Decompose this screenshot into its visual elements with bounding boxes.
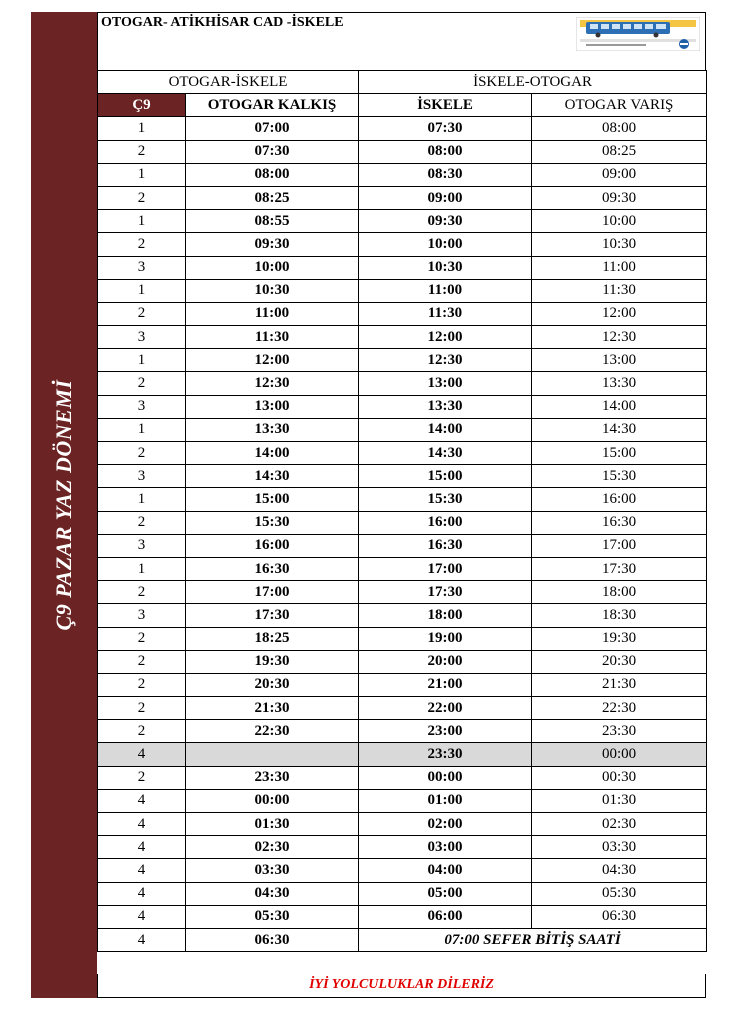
bus-number-cell: 2 <box>98 720 186 743</box>
departure-time-cell: 04:30 <box>186 882 359 905</box>
arrival-time-cell: 00:00 <box>532 743 707 766</box>
schedule-table <box>97 70 707 952</box>
group-iskele-otogar: İSKELE-OTOGAR <box>359 71 707 94</box>
bus-number-cell: 3 <box>98 465 186 488</box>
bus-number-cell: 2 <box>98 302 186 325</box>
arrival-time-cell: 23:30 <box>532 720 707 743</box>
bus-number-cell: 2 <box>98 627 186 650</box>
departure-time-cell: 02:30 <box>186 836 359 859</box>
pier-time-cell: 08:00 <box>359 140 532 163</box>
pier-time-cell: 17:30 <box>359 581 532 604</box>
departure-time-cell: 12:00 <box>186 349 359 372</box>
departure-header: OTOGAR KALKIŞ <box>186 94 359 117</box>
pier-time-cell: 01:00 <box>359 789 532 812</box>
departure-time-cell: 01:30 <box>186 813 359 836</box>
pier-time-cell: 07:30 <box>359 117 532 140</box>
departure-time-cell: 08:00 <box>186 163 359 186</box>
bus-number-cell: 4 <box>98 905 186 928</box>
departure-time-cell: 17:30 <box>186 604 359 627</box>
departure-time-cell: 22:30 <box>186 720 359 743</box>
pier-time-cell: 03:00 <box>359 836 532 859</box>
pier-time-cell: 20:00 <box>359 650 532 673</box>
pier-time-cell: 05:00 <box>359 882 532 905</box>
arrival-time-cell: 04:30 <box>532 859 707 882</box>
arrival-time-cell: 13:00 <box>532 349 707 372</box>
arrival-time-cell: 22:30 <box>532 697 707 720</box>
departure-time-cell: 16:30 <box>186 557 359 580</box>
pier-time-cell: 06:00 <box>359 905 532 928</box>
schedule-row <box>98 233 707 256</box>
pier-time-cell: 16:30 <box>359 534 532 557</box>
schedule-row <box>98 279 707 302</box>
pier-time-cell: 11:30 <box>359 302 532 325</box>
arrival-time-cell: 20:30 <box>532 650 707 673</box>
departure-time-cell: 11:30 <box>186 326 359 349</box>
bus-number-cell: 4 <box>98 928 186 951</box>
bus-number-cell: 2 <box>98 697 186 720</box>
line-header: Ç9 <box>98 94 186 117</box>
pier-time-cell: 02:00 <box>359 813 532 836</box>
pier-time-cell: 00:00 <box>359 766 532 789</box>
pier-time-cell: 09:30 <box>359 210 532 233</box>
schedule-row <box>98 766 707 789</box>
bus-number-cell: 2 <box>98 140 186 163</box>
arrival-time-cell: 19:30 <box>532 627 707 650</box>
bus-number-cell: 1 <box>98 117 186 140</box>
schedule-row <box>98 117 707 140</box>
bus-logo-icon <box>576 17 700 51</box>
pier-time-cell: 13:00 <box>359 372 532 395</box>
schedule-row <box>98 349 707 372</box>
arrival-time-cell: 10:30 <box>532 233 707 256</box>
schedule-row <box>98 140 707 163</box>
bus-number-cell: 1 <box>98 418 186 441</box>
arrival-time-cell: 08:00 <box>532 117 707 140</box>
schedule-row <box>98 813 707 836</box>
departure-time-cell: 10:30 <box>186 279 359 302</box>
departure-time-cell: 10:00 <box>186 256 359 279</box>
departure-time-cell: 07:30 <box>186 140 359 163</box>
schedule-row <box>98 905 707 928</box>
arrival-time-cell: 16:30 <box>532 511 707 534</box>
bus-number-cell: 3 <box>98 326 186 349</box>
schedule-row <box>98 604 707 627</box>
departure-time-cell: 11:00 <box>186 302 359 325</box>
arrival-time-cell: 05:30 <box>532 882 707 905</box>
bus-number-cell: 1 <box>98 210 186 233</box>
bus-number-cell: 2 <box>98 673 186 696</box>
pier-time-cell: 10:30 <box>359 256 532 279</box>
schedule-row <box>98 372 707 395</box>
arrival-time-cell: 15:30 <box>532 465 707 488</box>
pier-time-cell: 14:30 <box>359 442 532 465</box>
schedule-row <box>98 511 707 534</box>
bus-number-cell: 3 <box>98 534 186 557</box>
departure-time-cell: 18:25 <box>186 627 359 650</box>
departure-time-cell: 23:30 <box>186 766 359 789</box>
column-header-row <box>98 94 707 117</box>
end-time-note: 07:00 SEFER BİTİŞ SAATİ <box>359 928 707 951</box>
bus-number-cell: 1 <box>98 488 186 511</box>
bus-number-cell: 1 <box>98 163 186 186</box>
bus-number-cell: 4 <box>98 836 186 859</box>
pier-time-cell: 18:00 <box>359 604 532 627</box>
arrival-time-cell: 08:25 <box>532 140 707 163</box>
bus-number-cell: 2 <box>98 511 186 534</box>
pier-time-cell: 15:30 <box>359 488 532 511</box>
bus-number-cell: 1 <box>98 349 186 372</box>
departure-time-cell: 15:00 <box>186 488 359 511</box>
pier-time-cell: 12:00 <box>359 326 532 349</box>
pier-time-cell: 11:00 <box>359 279 532 302</box>
group-otogar-iskele: OTOGAR-İSKELE <box>98 71 359 94</box>
pier-time-cell: 23:00 <box>359 720 532 743</box>
bus-number-cell: 2 <box>98 581 186 604</box>
arrival-time-cell: 17:00 <box>532 534 707 557</box>
title-row <box>97 12 706 61</box>
arrival-time-cell: 09:30 <box>532 186 707 209</box>
bus-number-cell: 2 <box>98 186 186 209</box>
bus-number-cell: 2 <box>98 372 186 395</box>
schedule-row <box>98 557 707 580</box>
departure-time-cell: 20:30 <box>186 673 359 696</box>
pier-time-cell: 10:00 <box>359 233 532 256</box>
schedule-row <box>98 465 707 488</box>
arrival-time-cell: 16:00 <box>532 488 707 511</box>
pier-time-cell: 13:30 <box>359 395 532 418</box>
pier-time-cell: 12:30 <box>359 349 532 372</box>
pier-time-cell: 21:00 <box>359 673 532 696</box>
departure-time-cell: 07:00 <box>186 117 359 140</box>
departure-time-cell: 05:30 <box>186 905 359 928</box>
arrival-time-cell: 18:30 <box>532 604 707 627</box>
pier-time-cell: 23:30 <box>359 743 532 766</box>
departure-time-cell: 08:55 <box>186 210 359 233</box>
last-schedule-row <box>98 928 707 951</box>
pier-time-cell: 22:00 <box>359 697 532 720</box>
pier-time-cell: 17:00 <box>359 557 532 580</box>
departure-time-cell: 06:30 <box>186 928 359 951</box>
sidebar-title: Ç9 PAZAR YAZ DÖNEMİ <box>51 379 76 631</box>
footer-message: İYİ YOLCULUKLAR DİLERİZ <box>97 974 706 998</box>
departure-time-cell: 16:00 <box>186 534 359 557</box>
pier-time-cell: 09:00 <box>359 186 532 209</box>
schedule-row <box>98 302 707 325</box>
arrival-time-cell: 09:00 <box>532 163 707 186</box>
spacer-row <box>97 60 706 70</box>
departure-time-cell: 03:30 <box>186 859 359 882</box>
schedule-row <box>98 442 707 465</box>
schedule-row <box>98 488 707 511</box>
departure-time-cell: 13:30 <box>186 418 359 441</box>
arrival-time-cell: 15:00 <box>532 442 707 465</box>
arrival-time-cell: 21:30 <box>532 673 707 696</box>
arrival-time-cell: 03:30 <box>532 836 707 859</box>
departure-time-cell <box>186 743 359 766</box>
departure-time-cell: 17:00 <box>186 581 359 604</box>
arrival-time-cell: 12:00 <box>532 302 707 325</box>
arrival-time-cell: 11:00 <box>532 256 707 279</box>
arrival-time-cell: 12:30 <box>532 326 707 349</box>
arrival-time-cell: 10:00 <box>532 210 707 233</box>
schedule-row <box>98 789 707 812</box>
bus-number-cell: 4 <box>98 882 186 905</box>
route-title: OTOGAR- ATİKHİSAR CAD -İSKELE <box>101 15 344 30</box>
arrival-time-cell: 13:30 <box>532 372 707 395</box>
bus-number-cell: 2 <box>98 442 186 465</box>
schedule-row <box>98 673 707 696</box>
departure-time-cell: 13:00 <box>186 395 359 418</box>
arrival-header: OTOGAR VARIŞ <box>532 94 707 117</box>
departure-time-cell: 09:30 <box>186 233 359 256</box>
pier-time-cell: 04:00 <box>359 859 532 882</box>
pier-time-cell: 19:00 <box>359 627 532 650</box>
pier-time-cell: 16:00 <box>359 511 532 534</box>
departure-time-cell: 21:30 <box>186 697 359 720</box>
bus-number-cell: 1 <box>98 279 186 302</box>
departure-time-cell: 19:30 <box>186 650 359 673</box>
pier-time-cell: 15:00 <box>359 465 532 488</box>
schedule-row <box>98 627 707 650</box>
schedule-row <box>98 836 707 859</box>
schedule-row <box>98 859 707 882</box>
pier-time-cell: 08:30 <box>359 163 532 186</box>
schedule-row <box>98 256 707 279</box>
arrival-time-cell: 11:30 <box>532 279 707 302</box>
arrival-time-cell: 18:00 <box>532 581 707 604</box>
schedule-frame <box>97 12 706 998</box>
arrival-time-cell: 06:30 <box>532 905 707 928</box>
schedule-row <box>98 697 707 720</box>
schedule-row <box>98 720 707 743</box>
schedule-row <box>98 743 707 766</box>
bus-number-cell: 2 <box>98 766 186 789</box>
group-header-row <box>98 71 707 94</box>
departure-time-cell: 15:30 <box>186 511 359 534</box>
departure-time-cell: 08:25 <box>186 186 359 209</box>
pier-time-cell: 14:00 <box>359 418 532 441</box>
schedule-row <box>98 326 707 349</box>
schedule-row <box>98 418 707 441</box>
schedule-row <box>98 882 707 905</box>
schedule-row <box>98 581 707 604</box>
bus-number-cell: 2 <box>98 233 186 256</box>
bus-number-cell: 3 <box>98 604 186 627</box>
bus-number-cell: 2 <box>98 650 186 673</box>
arrival-time-cell: 17:30 <box>532 557 707 580</box>
bus-number-cell: 4 <box>98 789 186 812</box>
arrival-time-cell: 00:30 <box>532 766 707 789</box>
arrival-time-cell: 14:00 <box>532 395 707 418</box>
bus-number-cell: 4 <box>98 859 186 882</box>
schedule-row <box>98 650 707 673</box>
departure-time-cell: 14:00 <box>186 442 359 465</box>
departure-time-cell: 12:30 <box>186 372 359 395</box>
schedule-row <box>98 163 707 186</box>
bus-number-cell: 4 <box>98 743 186 766</box>
bus-number-cell: 1 <box>98 557 186 580</box>
bus-number-cell: 4 <box>98 813 186 836</box>
arrival-time-cell: 01:30 <box>532 789 707 812</box>
arrival-time-cell: 14:30 <box>532 418 707 441</box>
departure-time-cell: 14:30 <box>186 465 359 488</box>
schedule-row <box>98 395 707 418</box>
pier-header: İSKELE <box>359 94 532 117</box>
schedule-row <box>98 186 707 209</box>
schedule-row <box>98 210 707 233</box>
bus-number-cell: 3 <box>98 256 186 279</box>
schedule-row <box>98 534 707 557</box>
bus-number-cell: 3 <box>98 395 186 418</box>
departure-time-cell: 00:00 <box>186 789 359 812</box>
arrival-time-cell: 02:30 <box>532 813 707 836</box>
